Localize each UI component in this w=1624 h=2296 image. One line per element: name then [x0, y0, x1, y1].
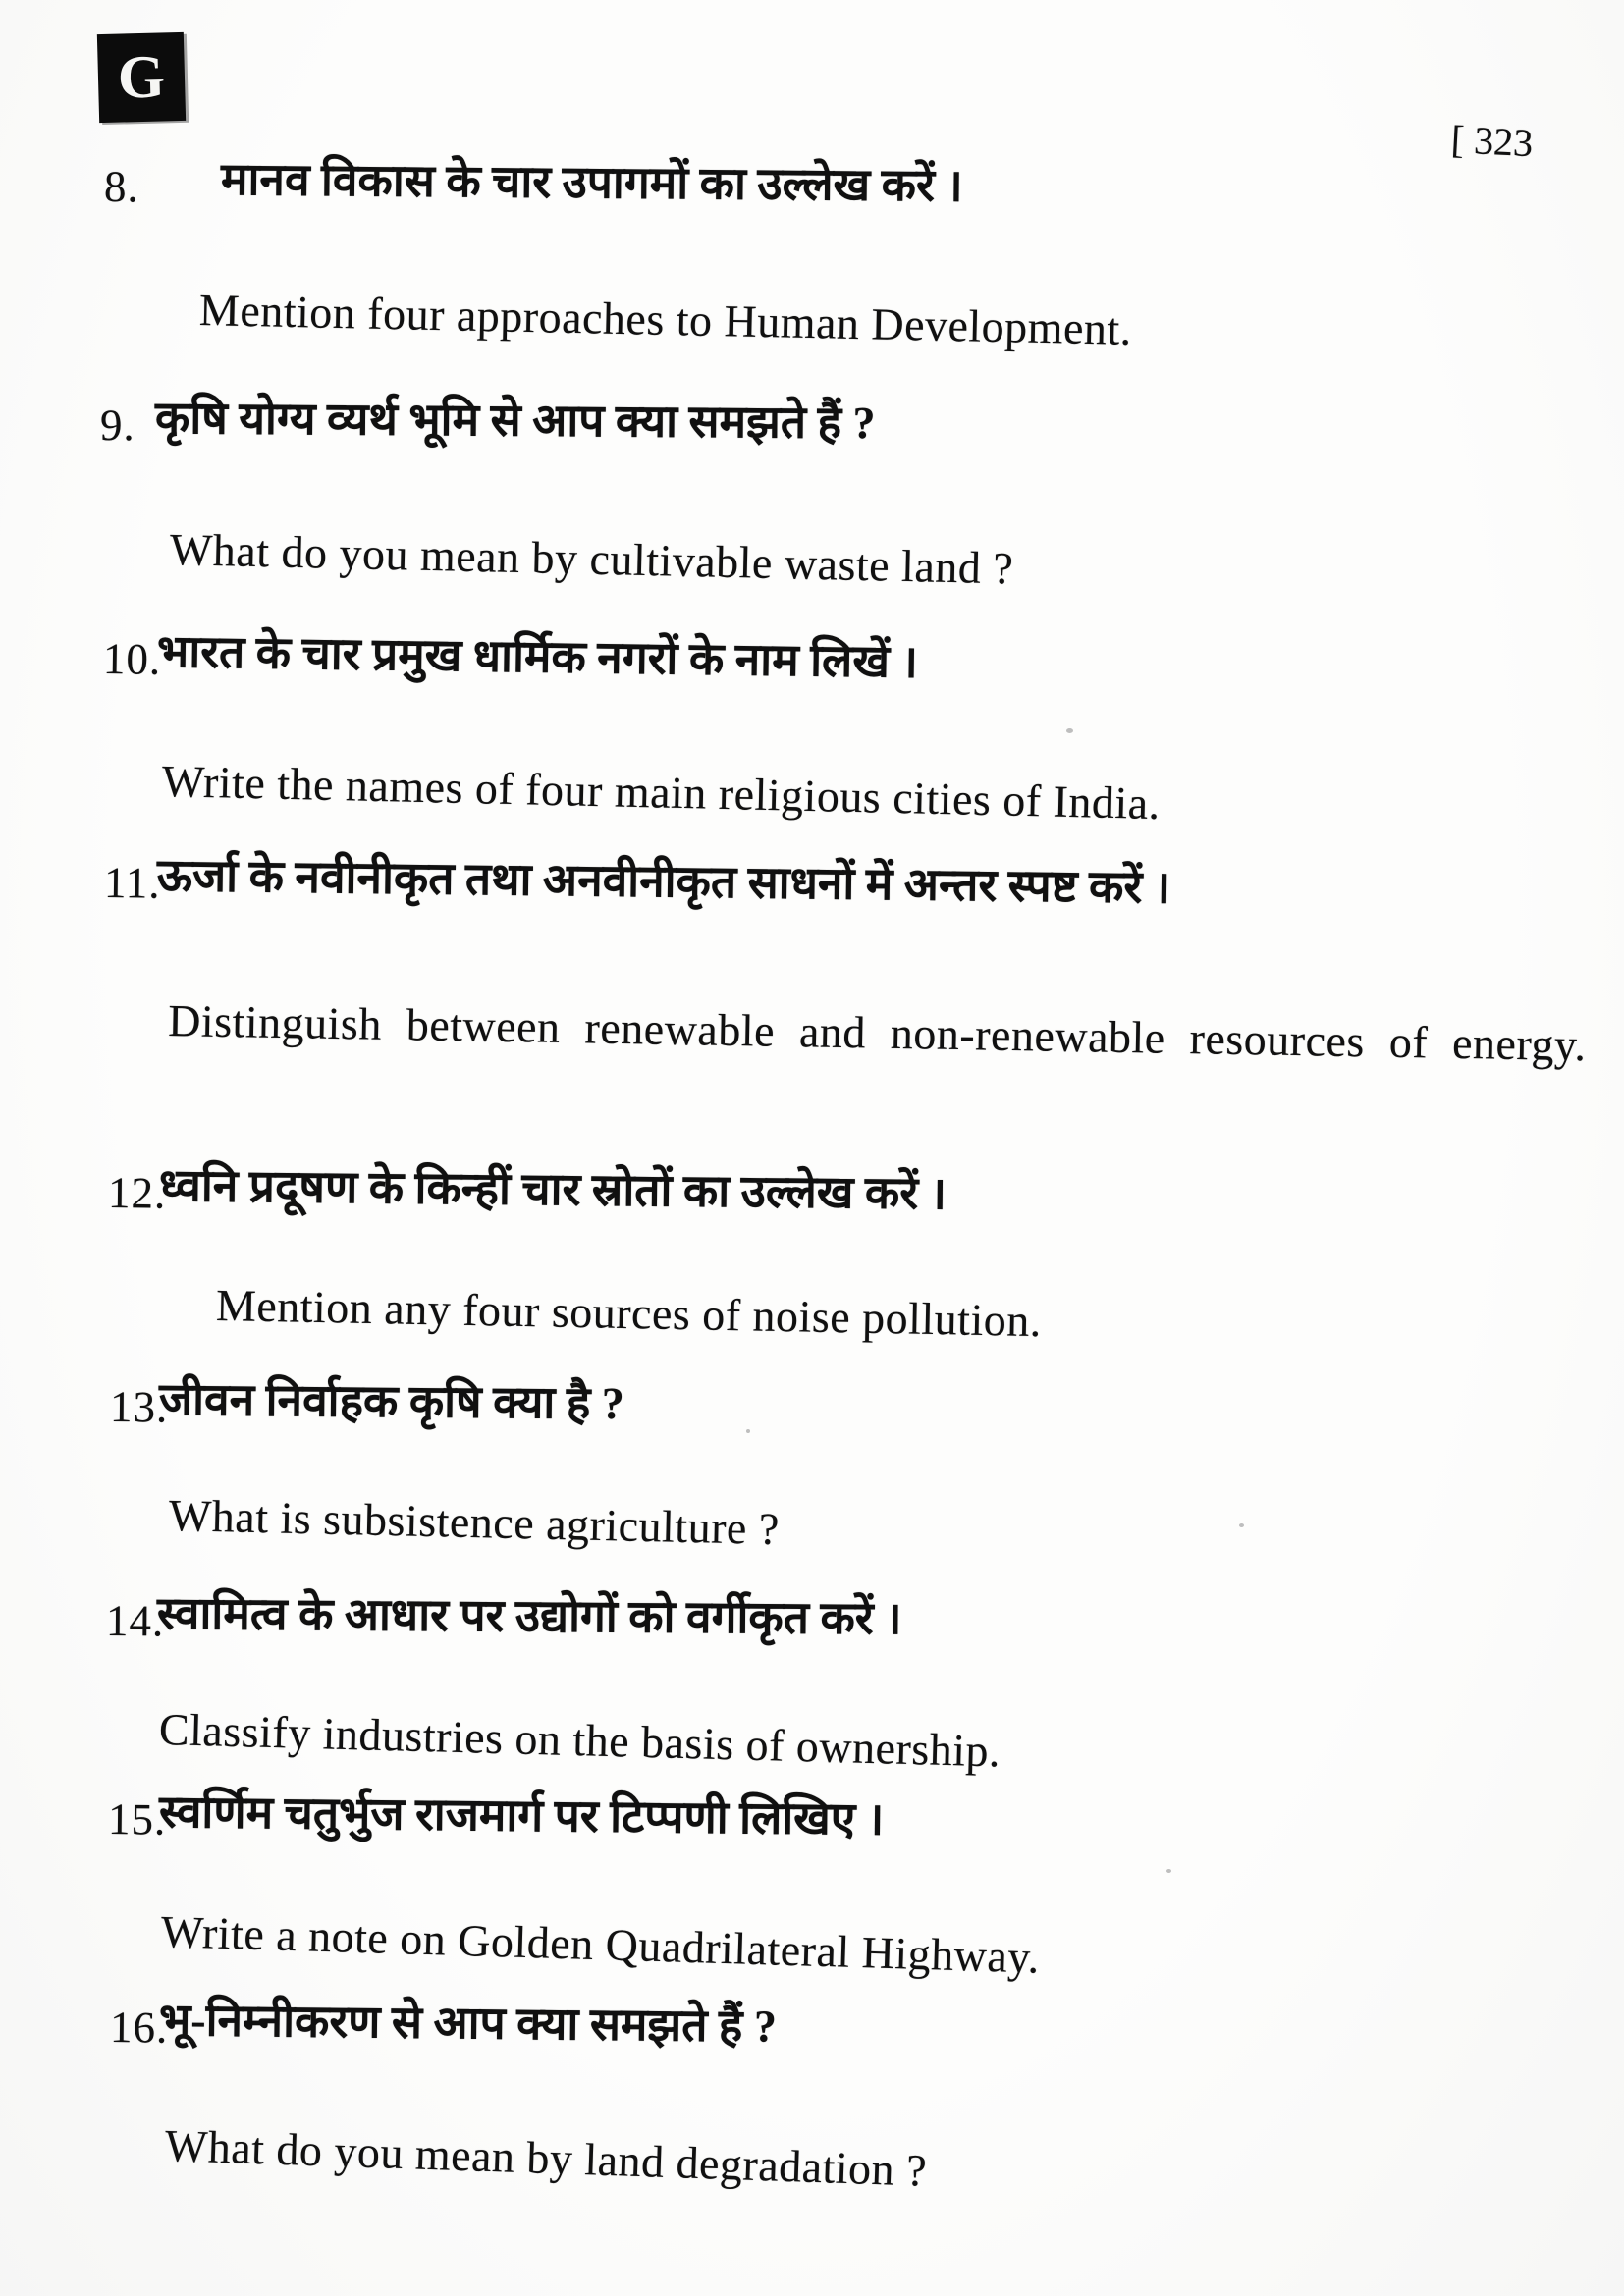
question-text-english: What do you mean by cultivable waste land ? [169, 524, 1014, 594]
question-number: 9. [99, 400, 135, 451]
question-text-english: Distinguish between renewable and non-renewable resources of energy. [167, 994, 1587, 1071]
question-number: 14. [105, 1596, 165, 1646]
question-text-hindi: कृषि योग्य व्यर्थ भूमि से आप क्या समझते हैं ? [154, 393, 876, 449]
scan-artifact [1239, 1523, 1244, 1527]
question-text-english: Write a note on Golden Quadrilateral Highway. [160, 1906, 1041, 1983]
question-text-english: What do you mean by land degradation ? [164, 2120, 928, 2196]
question-number: 13. [109, 1382, 169, 1432]
question-text-english: What is subsistence agriculture ? [168, 1490, 781, 1555]
scan-artifact [1166, 1869, 1171, 1873]
question-number: 12. [107, 1168, 167, 1218]
question-text-english: Classify industries on the basis of ownership. [158, 1704, 1001, 1777]
scan-artifact [746, 1429, 750, 1433]
question-text-hindi: मानव विकास के चार उपागमों का उल्लेख करें । [220, 154, 963, 211]
question-text-hindi: ऊर्जा के नवीनीकृत तथा अनवीनीकृत साधनों में अन्तर स्पष्ट करें । [156, 850, 1171, 913]
set-code-label: G [116, 42, 166, 112]
question-text-hindi: ध्वनि प्रदूषण के किन्हीं चार स्रोतों का उल्लेख करें । [158, 1160, 947, 1219]
question-number: 10. [102, 634, 162, 684]
question-number: 8. [103, 162, 139, 212]
page-number: [ 323 [1449, 117, 1535, 166]
question-number: 11. [103, 858, 161, 908]
question-text-hindi: भू-निम्नीकरण से आप क्या समझते हैं ? [158, 1995, 778, 2052]
question-text-hindi: जीवन निर्वाहक कृषि क्या है ? [158, 1374, 625, 1429]
question-number: 15. [107, 1794, 167, 1844]
set-code-badge [97, 32, 186, 123]
question-text-hindi: भारत के चार प्रमुख धार्मिक नगरों के नाम लिखें । [156, 626, 919, 687]
question-text-english: Write the names of four main religious cities of India. [161, 756, 1162, 829]
question-text-english: Mention four approaches to Human Development. [198, 285, 1133, 354]
question-number: 16. [109, 2002, 169, 2053]
scan-artifact [1066, 728, 1073, 733]
question-text-english: Mention any four sources of noise pollution. [215, 1280, 1043, 1347]
question-text-hindi: स्वामित्व के आधार पर उद्योगों को वर्गीकृत करें । [156, 1588, 902, 1644]
question-text-hindi: स्वर्णिम चतुर्भुज राजमार्ग पर टिप्पणी लिखिए । [158, 1787, 885, 1844]
